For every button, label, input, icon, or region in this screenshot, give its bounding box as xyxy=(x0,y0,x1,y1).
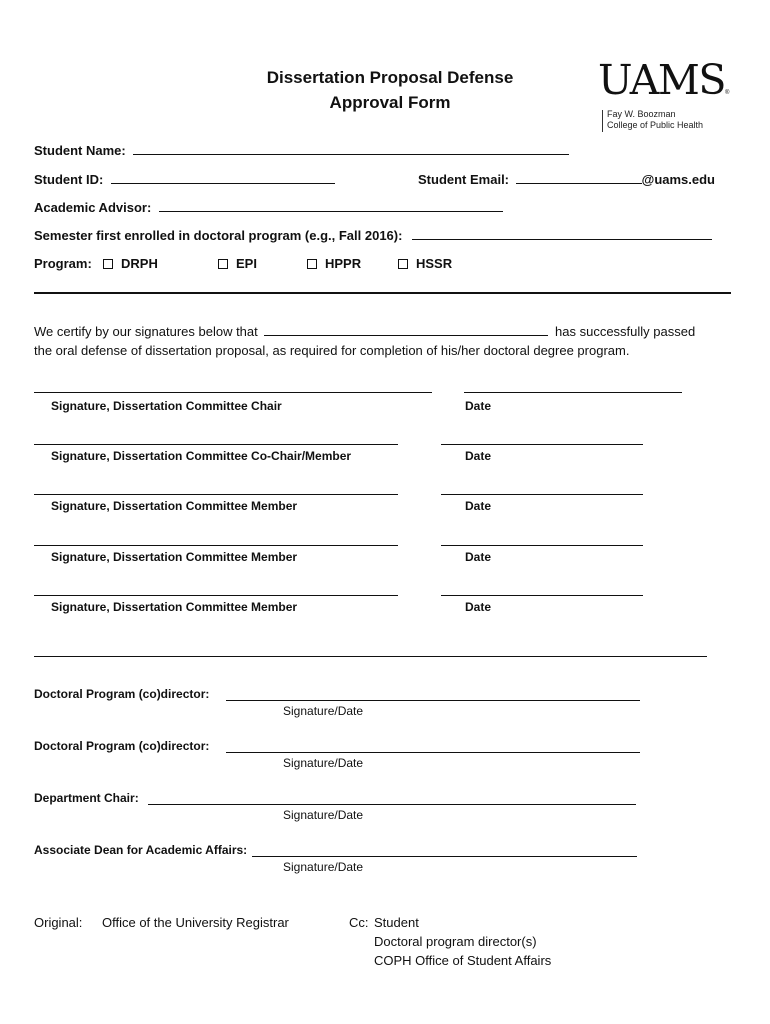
advisor-label: Academic Advisor: xyxy=(34,200,152,215)
student-name-field[interactable] xyxy=(133,142,569,155)
date-label: Date xyxy=(465,399,492,413)
program-label: Program: xyxy=(34,256,92,271)
approval-line-associate-dean[interactable] xyxy=(252,856,637,857)
approval-label-codirector-1: Doctoral Program (co)director: xyxy=(34,687,210,701)
advisor-row xyxy=(34,199,503,215)
date-line-chair[interactable] xyxy=(464,392,682,393)
cc-item: Student xyxy=(374,915,419,930)
certification-line2: the oral defense of dissertation proposal, as required for completion of his/her doctoral degree program. xyxy=(34,343,630,358)
original-label: Original: xyxy=(34,915,83,930)
date-line-cochair[interactable] xyxy=(441,444,643,445)
signature-label-cochair: Signature, Dissertation Committee Co-Chair/Member xyxy=(51,449,352,463)
student-id-field[interactable] xyxy=(111,171,335,184)
email-domain: @uams.edu xyxy=(641,172,716,187)
signature-label-chair: Signature, Dissertation Committee Chair xyxy=(51,399,282,413)
program-option-hppr[interactable]: HPPR xyxy=(307,256,361,271)
approval-label-codirector-2: Doctoral Program (co)director: xyxy=(34,739,210,753)
signature-label-member-1: Signature, Dissertation Committee Member xyxy=(51,499,298,513)
student-name-label: Student Name: xyxy=(34,143,126,158)
checkbox-icon[interactable] xyxy=(103,259,113,269)
approval-label-associate-dean: Associate Dean for Academic Affairs: xyxy=(34,843,248,857)
approval-label-department-chair: Department Chair: xyxy=(34,791,139,805)
student-name-row xyxy=(34,142,569,158)
original-value: Office of the University Registrar xyxy=(102,915,289,930)
logo-subtitle-2: College of Public Health xyxy=(607,120,704,130)
program-option-drph[interactable]: DRPH xyxy=(103,256,158,271)
date-label: Date xyxy=(465,550,492,564)
logo-text: UAMS xyxy=(598,56,725,104)
checkbox-icon[interactable] xyxy=(218,259,228,269)
logo-registered-mark: ® xyxy=(725,90,730,96)
student-email-row xyxy=(418,171,715,187)
date-line-member-2[interactable] xyxy=(441,545,643,546)
program-option-epi[interactable]: EPI xyxy=(218,256,257,271)
semester-row xyxy=(34,227,712,243)
candidate-name-field[interactable] xyxy=(264,323,548,336)
cc-item: Doctoral program director(s) xyxy=(374,934,537,949)
approval-line-codirector-1[interactable] xyxy=(226,700,640,701)
advisor-field[interactable] xyxy=(159,199,503,212)
semester-label: Semester first enrolled in doctoral program (e.g., Fall 2016): xyxy=(34,228,403,243)
approval-sub-label: Signature/Date xyxy=(283,860,364,874)
form-title-line2: Approval Form xyxy=(329,93,451,112)
signature-line-member-2[interactable] xyxy=(34,545,398,546)
signature-line-member-3[interactable] xyxy=(34,595,398,596)
student-email-label: Student Email: xyxy=(418,172,510,187)
semester-field[interactable] xyxy=(412,227,712,240)
logo-divider xyxy=(602,110,603,132)
date-line-member-1[interactable] xyxy=(441,494,643,495)
logo-subtitle-1: Fay W. Boozman xyxy=(607,109,676,119)
date-line-member-3[interactable] xyxy=(441,595,643,596)
checkbox-icon[interactable] xyxy=(307,259,317,269)
student-email-field[interactable] xyxy=(516,171,642,184)
signature-line-member-1[interactable] xyxy=(34,494,398,495)
student-id-row xyxy=(34,171,335,187)
section-divider-top xyxy=(34,292,731,294)
date-label: Date xyxy=(465,449,492,463)
section-divider-bottom xyxy=(34,656,707,657)
approval-line-department-chair[interactable] xyxy=(148,804,636,805)
signature-label-member-3: Signature, Dissertation Committee Member xyxy=(51,600,298,614)
signature-label-member-2: Signature, Dissertation Committee Member xyxy=(51,550,298,564)
signature-line-chair[interactable] xyxy=(34,392,432,393)
approval-sub-label: Signature/Date xyxy=(283,756,364,770)
certification-line1: We certify by our signatures below that has successfully passed xyxy=(34,324,696,339)
program-option-hssr[interactable]: HSSR xyxy=(398,256,452,271)
approval-line-codirector-2[interactable] xyxy=(226,752,640,753)
date-label: Date xyxy=(465,600,492,614)
cc-item: COPH Office of Student Affairs xyxy=(374,953,552,968)
checkbox-icon[interactable] xyxy=(398,259,408,269)
approval-sub-label: Signature/Date xyxy=(283,808,364,822)
form-title-line1: Dissertation Proposal Defense xyxy=(266,68,514,87)
student-id-label: Student ID: xyxy=(34,172,104,187)
date-label: Date xyxy=(465,499,492,513)
cc-label: Cc: xyxy=(349,915,369,930)
approval-sub-label: Signature/Date xyxy=(283,704,364,718)
signature-line-cochair[interactable] xyxy=(34,444,398,445)
